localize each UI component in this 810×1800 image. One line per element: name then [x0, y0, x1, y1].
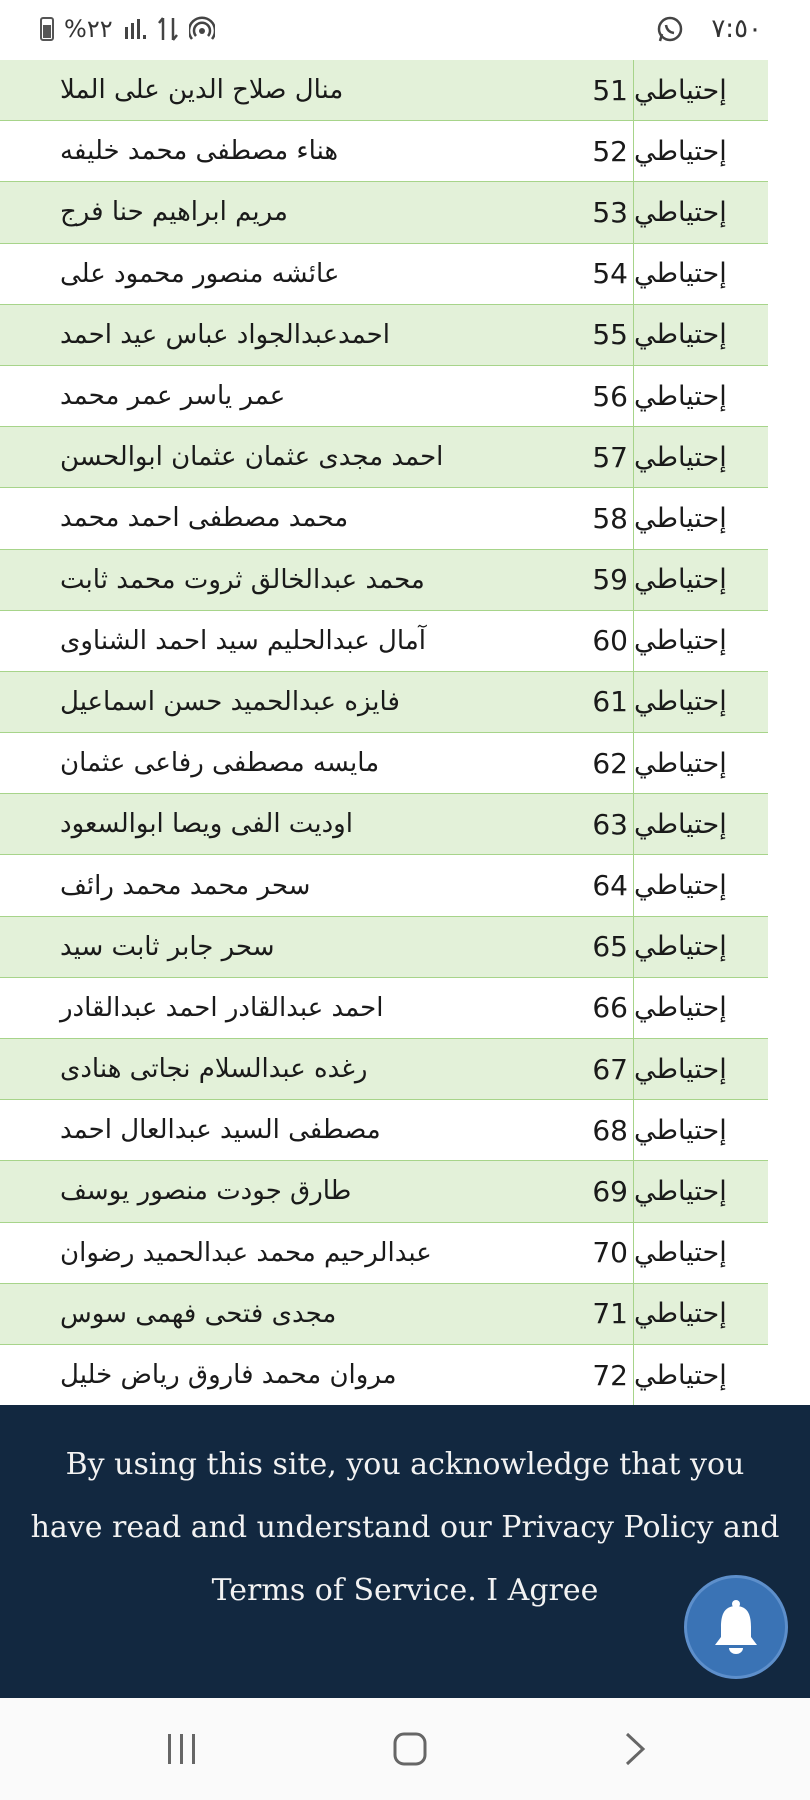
status-cell: إحتياطي: [633, 1223, 768, 1283]
status-cell: إحتياطي: [633, 427, 768, 487]
name-cell: محمد عبدالخالق ثروت محمد ثابت: [60, 564, 425, 595]
table-row: [0, 244, 768, 305]
table-row: [0, 305, 768, 366]
name-cell: طارق جودت منصور يوسف: [60, 1176, 352, 1207]
name-cell: احمدعبدالجواد عباس عيد احمد: [60, 319, 390, 350]
back-icon: [621, 1730, 649, 1768]
number-cell: 65: [592, 930, 628, 964]
status-cell: إحتياطي: [633, 978, 768, 1038]
name-cell: عبدالرحيم محمد عبدالحميد رضوان: [60, 1237, 432, 1268]
name-cell: سحر جابر ثابت سيد: [60, 931, 275, 962]
number-cell: 67: [592, 1052, 628, 1086]
name-cell: مجدى فتحى فهمى سوس: [60, 1298, 337, 1329]
name-cell: مصطفى السيد عبدالعال احمد: [60, 1115, 381, 1146]
table-row: [0, 182, 768, 243]
number-cell: 52: [592, 134, 628, 168]
status-cell: إحتياطي: [633, 917, 768, 977]
name-cell: اوديت الفى ويصا ابوالسعود: [60, 809, 353, 840]
table-row: [0, 733, 768, 794]
table-row: [0, 611, 768, 672]
navigation-bar: [0, 1698, 810, 1800]
table-row: [0, 427, 768, 488]
number-cell: 59: [592, 563, 628, 597]
home-icon: [391, 1730, 429, 1768]
bell-icon: [711, 1599, 761, 1655]
signal-icon: [123, 17, 147, 41]
name-cell: عائشه منصور محمود على: [60, 258, 340, 289]
name-cell: محمد مصطفى احمد محمد: [60, 503, 349, 534]
table-row: [0, 1039, 768, 1100]
number-cell: 51: [592, 73, 628, 107]
status-cell: إحتياطي: [633, 1345, 768, 1405]
consent-banner: [0, 1405, 810, 1698]
number-cell: 70: [592, 1236, 628, 1270]
table-row: [0, 1100, 768, 1161]
number-cell: 57: [592, 440, 628, 474]
number-cell: 55: [592, 318, 628, 352]
status-cell: إحتياطي: [633, 488, 768, 548]
status-cell: إحتياطي: [633, 855, 768, 915]
hotspot-icon: [189, 16, 215, 42]
battery-percent: %٢٢: [64, 15, 113, 43]
name-cell: آمال عبدالحليم سيد احمد الشناوى: [60, 625, 426, 656]
status-cell: إحتياطي: [633, 305, 768, 365]
status-cell: إحتياطي: [633, 60, 768, 120]
consent-text[interactable]: By using this site, you acknowledge that you have read and understand our Privacy Policy and Terms of Service. I Agree: [30, 1447, 780, 1608]
number-cell: 66: [592, 991, 628, 1025]
table-row: [0, 1345, 768, 1406]
table-row: [0, 1161, 768, 1222]
status-cell: إحتياطي: [633, 182, 768, 242]
number-cell: 63: [592, 807, 628, 841]
table-row: [0, 60, 768, 121]
status-cell: إحتياطي: [633, 1100, 768, 1160]
name-cell: احمد عبدالقادر احمد عبدالقادر: [60, 992, 384, 1023]
status-cell: إحتياطي: [633, 366, 768, 426]
table-row: [0, 794, 768, 855]
notification-bell-button[interactable]: [684, 1575, 788, 1679]
status-cell: إحتياطي: [633, 611, 768, 671]
status-cell: إحتياطي: [633, 550, 768, 610]
name-cell: هناء مصطفى محمد خليفه: [60, 136, 339, 167]
status-cell: إحتياطي: [633, 1161, 768, 1221]
data-icon: [157, 16, 179, 42]
table-row: [0, 855, 768, 916]
status-cell: إحتياطي: [633, 1039, 768, 1099]
battery-icon: [40, 17, 54, 41]
name-cell: سحر محمد محمد رائف: [60, 870, 311, 901]
number-cell: 61: [592, 685, 628, 719]
name-cell: عمر ياسر عمر محمد: [60, 381, 286, 412]
status-cell: إحتياطي: [633, 244, 768, 304]
number-cell: 56: [592, 379, 628, 413]
recents-button[interactable]: [122, 1698, 242, 1800]
status-cell: إحتياطي: [633, 121, 768, 181]
number-cell: 68: [592, 1113, 628, 1147]
recents-icon: [164, 1732, 200, 1766]
number-cell: 62: [592, 746, 628, 780]
table-row: [0, 978, 768, 1039]
table-row: [0, 1223, 768, 1284]
table-row: [0, 672, 768, 733]
clock: ٧:٥٠: [711, 14, 762, 44]
status-cell: إحتياطي: [633, 1284, 768, 1344]
name-cell: رغده عبدالسلام نجاتى هنادى: [60, 1054, 368, 1085]
name-cell: مريم ابراهيم حنا فرج: [60, 197, 288, 228]
whatsapp-icon: [656, 12, 686, 46]
number-cell: 71: [592, 1297, 628, 1331]
status-cell: إحتياطي: [633, 794, 768, 854]
number-cell: 58: [592, 501, 628, 535]
table-row: [0, 366, 768, 427]
name-cell: منال صلاح الدين على الملا: [60, 75, 344, 106]
name-cell: مايسه مصطفى رفاعى عثمان: [60, 748, 380, 779]
number-cell: 60: [592, 624, 628, 658]
number-cell: 64: [592, 869, 628, 903]
number-cell: 54: [592, 257, 628, 291]
number-cell: 72: [592, 1358, 628, 1392]
table-row: [0, 121, 768, 182]
number-cell: 53: [592, 195, 628, 229]
status-bar: [0, 0, 810, 58]
back-button[interactable]: [575, 1698, 695, 1800]
home-button[interactable]: [350, 1698, 470, 1800]
reserve-list-table: [0, 60, 768, 1406]
table-row: [0, 550, 768, 611]
status-cell: إحتياطي: [633, 733, 768, 793]
table-row: [0, 1284, 768, 1345]
table-row: [0, 917, 768, 978]
number-cell: 69: [592, 1174, 628, 1208]
name-cell: احمد مجدى عثمان عثمان ابوالحسن: [60, 442, 444, 473]
status-icons-left: [40, 12, 215, 46]
name-cell: مروان محمد فاروق رياض خليل: [60, 1360, 397, 1391]
status-cell: إحتياطي: [633, 672, 768, 732]
table-row: [0, 488, 768, 549]
name-cell: فايزه عبدالحميد حسن اسماعيل: [60, 686, 400, 717]
